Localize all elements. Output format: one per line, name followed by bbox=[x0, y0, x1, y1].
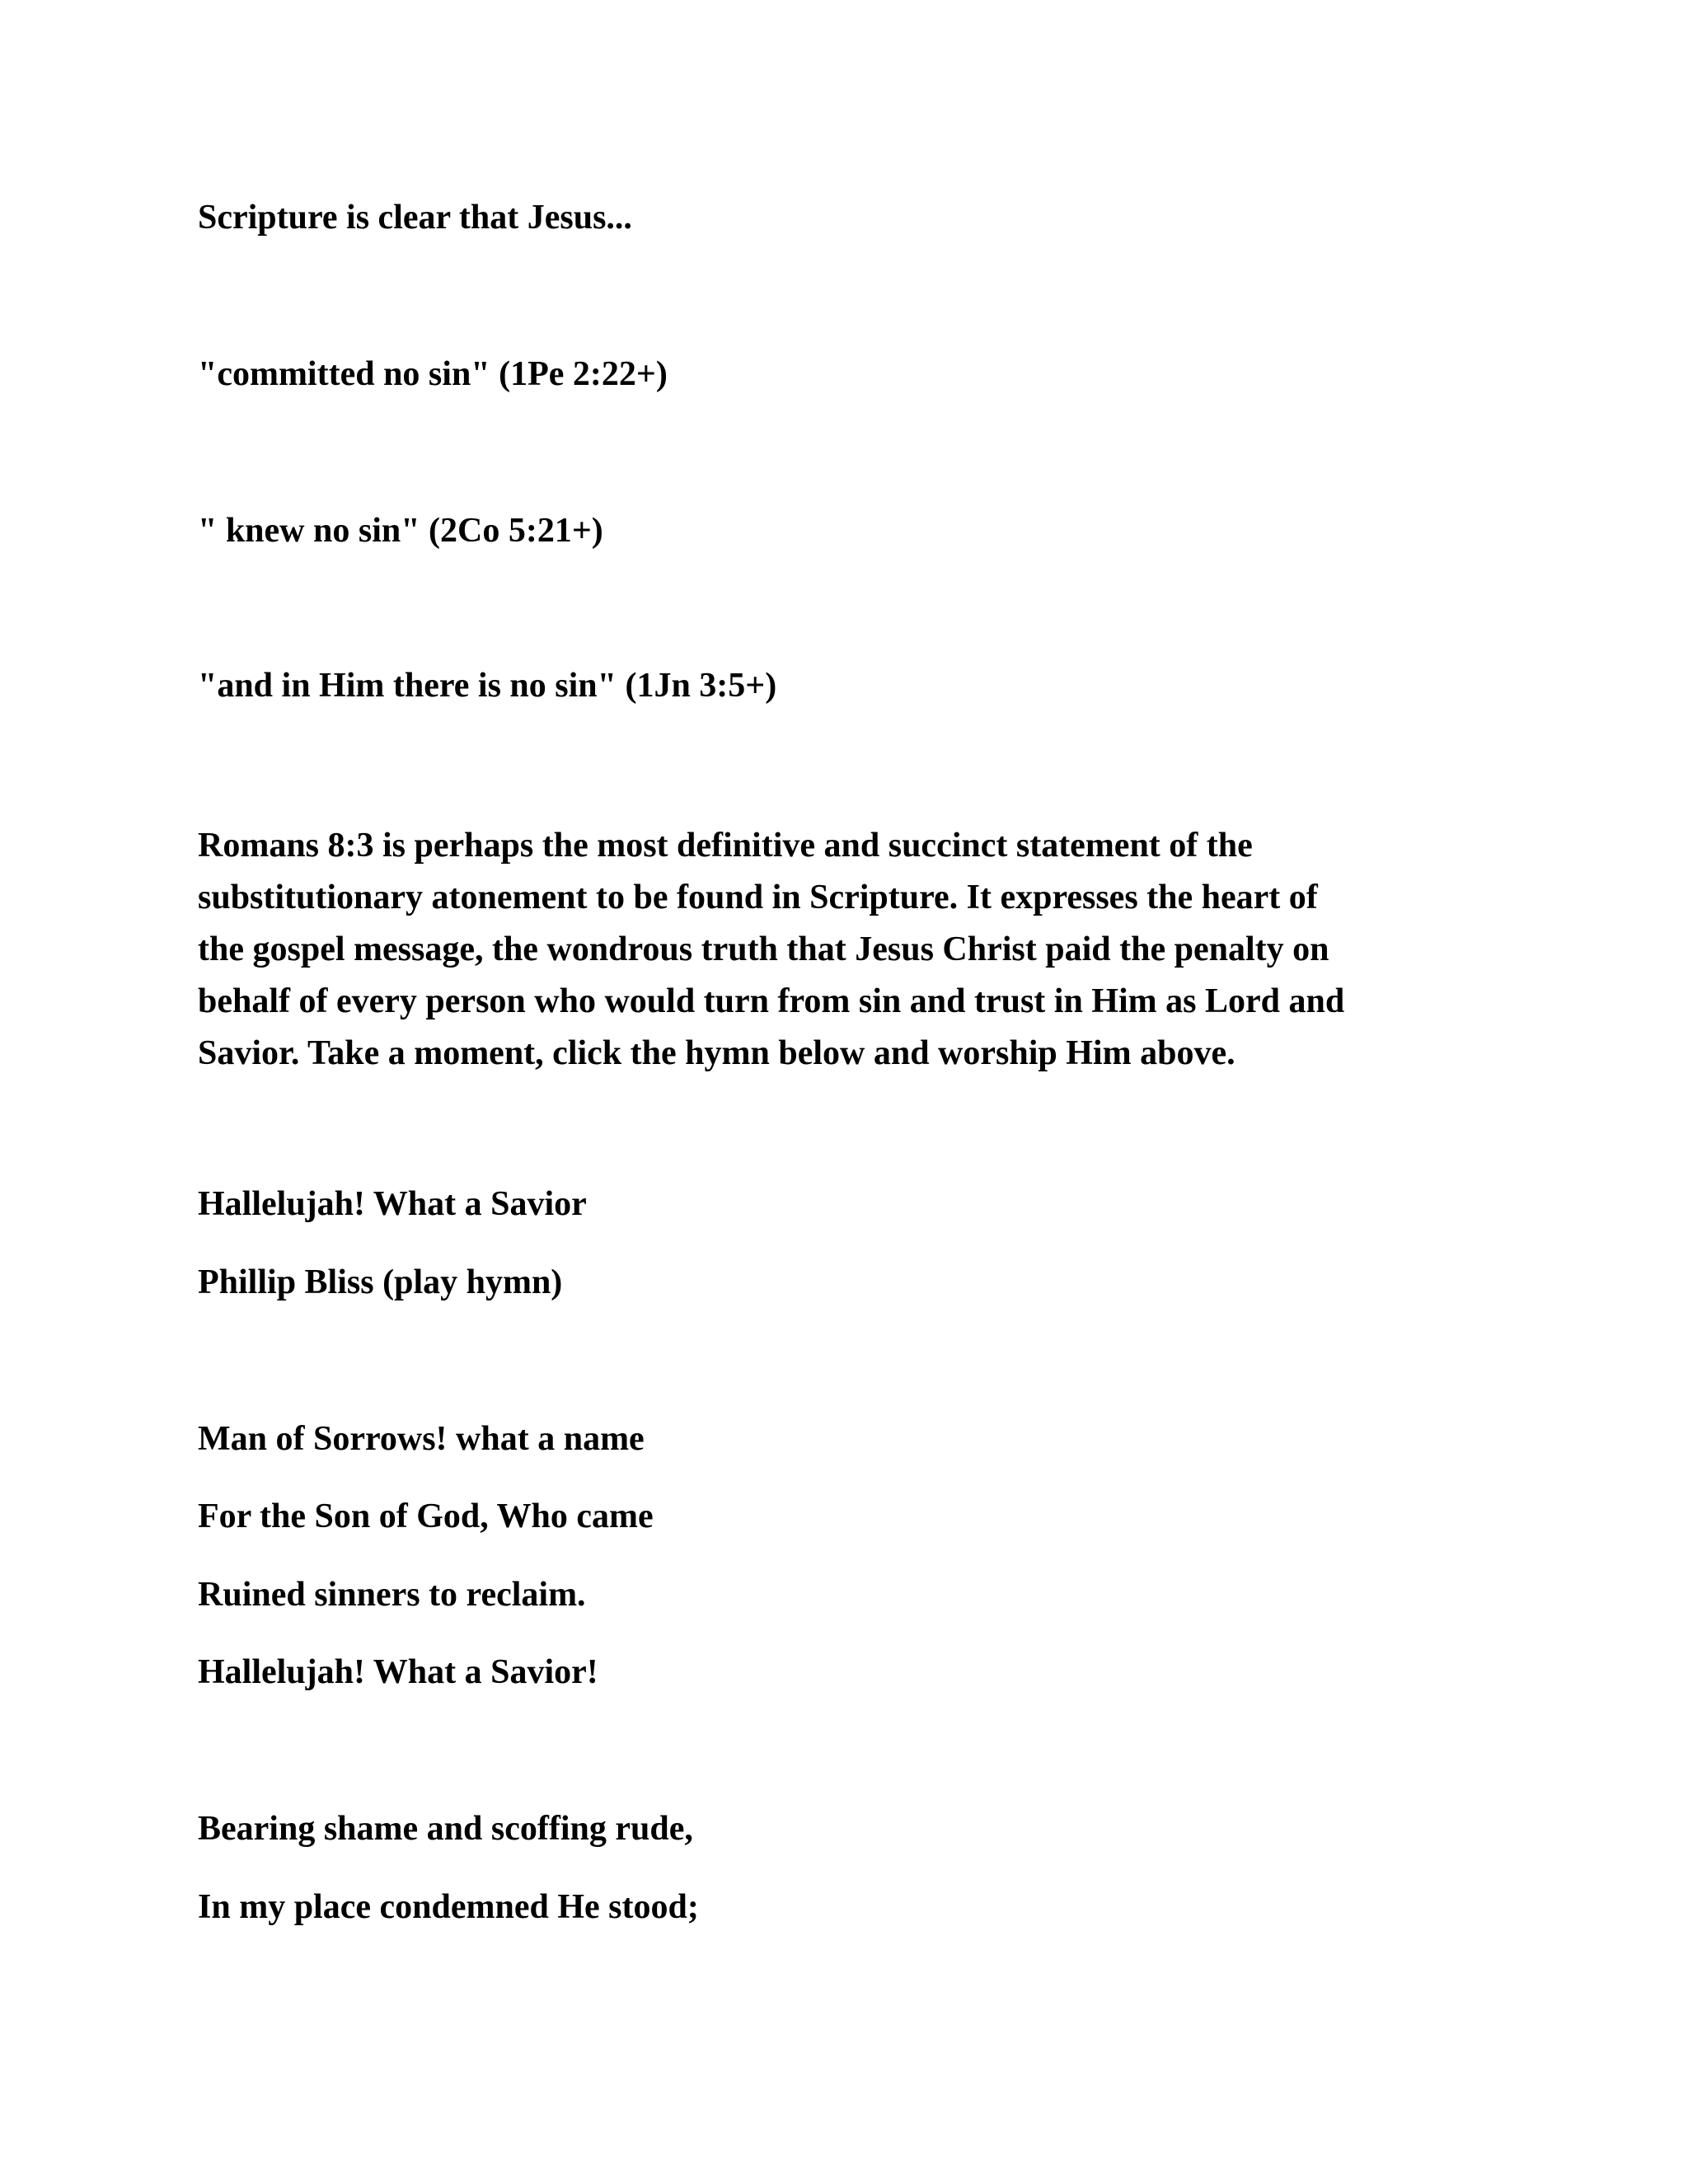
verse-1jn-3-5: "and in Him there is no sin" (1Jn 3:5+) bbox=[198, 667, 777, 705]
paragraph-line: Savior. Take a moment, click the hymn below and worship Him above. bbox=[198, 1034, 1236, 1072]
stanza1-line: Ruined sinners to reclaim. bbox=[198, 1576, 586, 1614]
hymn-title: Hallelujah! What a Savior bbox=[198, 1185, 587, 1223]
hymn-author-line bbox=[198, 1263, 562, 1302]
play-hymn-link[interactable]: (play hymn) bbox=[382, 1263, 563, 1301]
verse-1pe-2-22: "committed no sin" (1Pe 2:22+) bbox=[198, 355, 668, 393]
verse-2co-5-21: " knew no sin" (2Co 5:21+) bbox=[198, 512, 603, 550]
paragraph-line: the gospel message, the wondrous truth that Jesus Christ paid the penalty on bbox=[198, 930, 1329, 968]
intro-text: Scripture is clear that Jesus... bbox=[198, 199, 632, 237]
stanza1-line: Man of Sorrows! what a name bbox=[198, 1420, 645, 1458]
stanza2-line: Bearing shame and scoffing rude, bbox=[198, 1810, 693, 1848]
paragraph-line: Romans 8:3 is perhaps the most definitive and succinct statement of the bbox=[198, 827, 1253, 865]
romans-paragraph bbox=[198, 820, 1517, 1080]
stanza2-line: In my place condemned He stood; bbox=[198, 1888, 699, 1926]
stanza1-line: For the Son of God, Who came bbox=[198, 1497, 654, 1535]
paragraph-line: behalf of every person who would turn from sin and trust in Him as Lord and bbox=[198, 982, 1345, 1020]
stanza1-line: Hallelujah! What a Savior! bbox=[198, 1653, 598, 1691]
paragraph-line: substitutionary atonement to be found in Scripture. It expresses the heart of bbox=[198, 879, 1318, 916]
hymn-author: Phillip Bliss bbox=[198, 1263, 383, 1301]
